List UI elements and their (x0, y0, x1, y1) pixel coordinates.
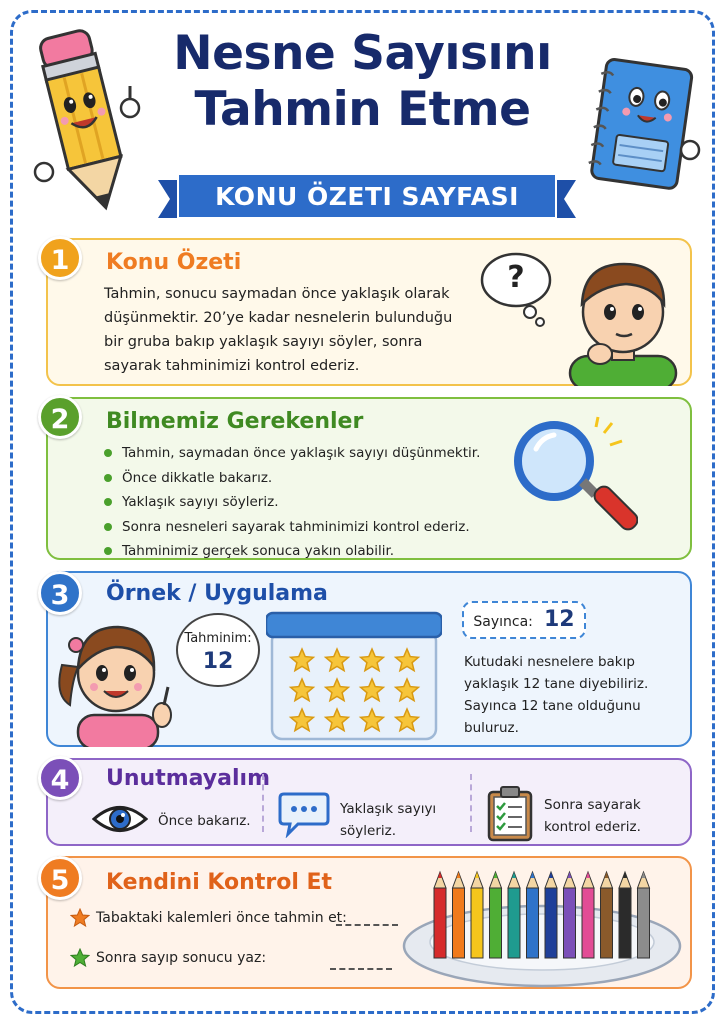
text-line: Önce bakarız. (158, 813, 251, 829)
colored-pencil (527, 872, 539, 958)
guess-value: 12 (202, 649, 234, 674)
list-item: Tahminimiz gerçek sonuca yakın olabilir. (104, 539, 480, 564)
section-title: Örnek / Uygulama (106, 581, 328, 606)
body-line: Tahmin, sonucu saymadan önce yaklaşık olarak (104, 286, 450, 302)
count-label: Sayınca: (473, 614, 533, 630)
count-value: 12 (543, 607, 575, 632)
page-title (140, 26, 585, 138)
divider (262, 774, 264, 832)
body-line: buluruz. (464, 720, 519, 736)
question-mark-icon: ? (507, 260, 525, 295)
colored-pencil (434, 872, 446, 958)
divider (470, 774, 472, 832)
section-title: Unutmayalım (106, 766, 270, 791)
example-explanation (464, 651, 648, 739)
guess-speech-bubble (176, 613, 260, 687)
body-line: Kutudaki nesnelere bakıp (464, 654, 635, 670)
section-what-to-know (46, 397, 692, 560)
section-body (104, 282, 452, 378)
magnifying-glass-icon (508, 415, 638, 543)
colored-pencil (638, 872, 650, 958)
ribbon-text: KONU ÖZETI SAYFASI (215, 182, 519, 211)
colored-pencil (490, 872, 502, 958)
summary-page-ribbon (158, 172, 576, 222)
colored-pencil (545, 872, 557, 958)
body-line: bir gruba bakıp yaklaşık sayıyı söyler, sonra (104, 334, 423, 350)
bullet-list (104, 441, 480, 564)
green-star-icon (70, 948, 90, 968)
list-item: Sonra nesneleri sayarak tahminimizi kontrol ederiz. (104, 515, 480, 540)
colored-pencil (564, 872, 576, 958)
clipboard-icon (486, 784, 534, 846)
section-topic-summary (46, 238, 692, 386)
star-container-illustration (266, 611, 442, 747)
body-line: Sayınca 12 tane olduğunu (464, 698, 641, 714)
task-text: Sonra sayıp sonucu yaz: (96, 950, 267, 966)
body-line: sayarak tahminimizi kontrol ederiz. (104, 358, 360, 374)
section-example (46, 571, 692, 747)
section-title: Bilmemiz Gerekenler (106, 409, 364, 434)
section-title: Kendini Kontrol Et (106, 870, 333, 895)
section-number-badge-2: 2 (38, 395, 82, 439)
answer-blank-2[interactable] (330, 968, 392, 970)
colored-pencil (471, 872, 483, 958)
self-check-task-1 (70, 908, 410, 932)
colored-pencil (508, 872, 520, 958)
colored-pencil (453, 872, 465, 958)
body-line: düşünmektir. 20’ye kadar nesnelerin bulunduğu (104, 310, 453, 326)
count-result-box (462, 601, 586, 639)
guess-label: Tahminim: (184, 631, 252, 646)
text-line: söyleriz. (340, 823, 397, 839)
notebook-mascot-illustration (582, 54, 702, 208)
eye-icon (92, 802, 148, 840)
pencil-plate-illustration (402, 868, 684, 992)
text-line: Yaklaşık sayıyı (340, 801, 437, 817)
girl-illustration (56, 615, 174, 751)
list-item: Yaklaşık sayıyı söyleriz. (104, 490, 480, 515)
section-number-badge-5: 5 (38, 856, 82, 900)
title-line-2: Tahmin Etme (194, 82, 531, 137)
self-check-task-2 (70, 948, 410, 972)
text-line: Sonra sayarak (544, 797, 641, 813)
title-line-1: Nesne Sayısını (173, 26, 552, 81)
list-item: Önce dikkatle bakarız. (104, 466, 480, 491)
pencil-mascot-illustration (30, 24, 148, 224)
remember-text-3 (544, 794, 641, 838)
list-item: Tahmin, saymadan önce yaklaşık sayıyı düşünmektir. (104, 441, 480, 466)
remember-text-2 (340, 798, 436, 842)
orange-star-icon (70, 908, 90, 928)
section-number-badge-3: 3 (38, 571, 82, 615)
body-line: yaklaşık 12 tane diyebiliriz. (464, 676, 649, 692)
section-number-badge-1: 1 (38, 236, 82, 280)
colored-pencil (582, 872, 594, 958)
section-number-badge-4: 4 (38, 756, 82, 800)
thought-cloud (478, 250, 558, 332)
section-remember (46, 758, 692, 846)
colored-pencil (619, 872, 631, 958)
remember-text-1 (158, 810, 251, 832)
speech-bubble-icon (278, 790, 330, 842)
section-title: Konu Özeti (106, 250, 242, 275)
thinking-boy-illustration (556, 250, 690, 390)
section-self-check (46, 856, 692, 989)
task-text: Tabaktaki kalemleri önce tahmin et: (96, 910, 347, 926)
answer-blank-1[interactable] (336, 924, 398, 926)
text-line: kontrol ederiz. (544, 819, 641, 835)
colored-pencil (601, 872, 613, 958)
